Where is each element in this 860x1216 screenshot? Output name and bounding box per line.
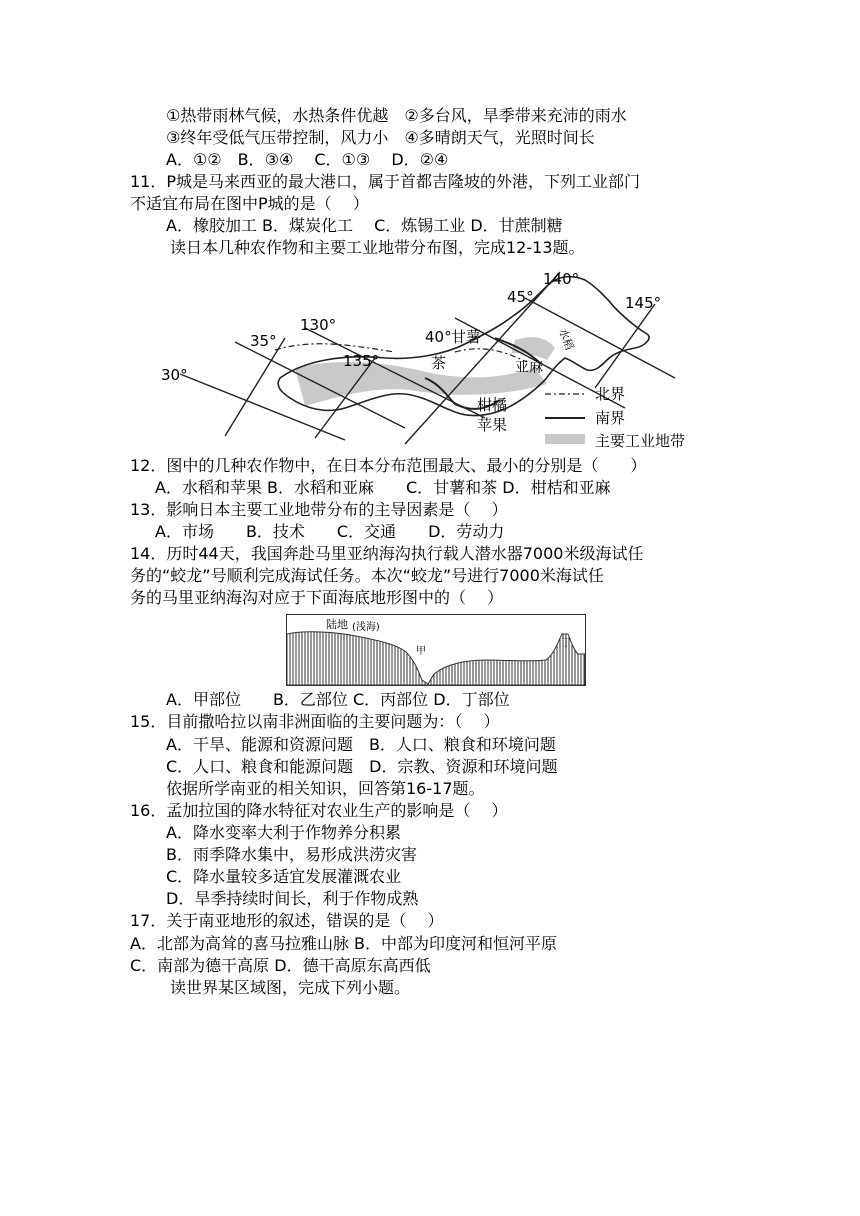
lon-label-135: 135° bbox=[343, 352, 380, 370]
lat-label-40: 40° bbox=[425, 328, 452, 346]
crop-label-apple: 苹果 bbox=[477, 416, 508, 434]
lon-label-130: 130° bbox=[300, 316, 337, 334]
part-label-yi: 乙 bbox=[436, 658, 446, 669]
q15-stem: 15．目前撒哈拉以南非洲面临的主要问题为：（ ） bbox=[130, 712, 500, 731]
land-label: 陆地 bbox=[326, 618, 348, 631]
q15-choices-cd: C．人口、粮食和能源问题 D．宗教、资源和环境问题 bbox=[166, 757, 558, 776]
q14-stem-line1: 14．历时44天，我国奔赴马里亚纳海沟执行载人潜水器7000米级海试任 bbox=[130, 544, 644, 563]
intro-16-17: 依据所学南亚的相关知识，回答第16-17题。 bbox=[166, 779, 485, 798]
legend-industry-label: 主要工业地带 bbox=[595, 432, 686, 450]
q14-choices: A．甲部位 B．乙部位 C．丙部位 D．丁部位 bbox=[166, 690, 510, 709]
shallow-sea-label: (浅海) bbox=[352, 622, 380, 633]
legend-south-label: 南界 bbox=[595, 409, 626, 427]
q16-stem: 16．孟加拉国的降水特征对农业生产的影响是（ ） bbox=[130, 801, 508, 820]
crop-label-rice: 水稻 bbox=[556, 326, 576, 352]
q10-choices: A．①② B．③④ C．①③ D．②④ bbox=[166, 150, 449, 169]
seafloor-profile-diagram bbox=[286, 614, 586, 686]
q16-choice-b: B．雨季降水集中，易形成洪涝灾害 bbox=[166, 845, 417, 864]
intro-next-section: 读世界某区域图，完成下列小题。 bbox=[170, 978, 411, 997]
q16-choice-c: C．降水量较多适宜发展灌溉农业 bbox=[166, 867, 402, 886]
q12-stem: 12．图中的几种农作物中，在日本分布范围最大、最小的分别是（ ） bbox=[130, 456, 647, 475]
q11-choices: A．橡胶加工 B．煤炭化工 C．炼锡工业 D．甘蔗制糖 bbox=[166, 216, 563, 235]
q16-choice-a: A．降水变率大利于作物养分积累 bbox=[166, 823, 401, 842]
q14-stem-line3: 务的马里亚纳海沟对应于下面海底地形图中的（ ） bbox=[130, 588, 504, 607]
q11-stem-line2: 不适宜布局在图中P城的是（ ） bbox=[130, 194, 369, 213]
q12-choices: A．水稻和苹果 B．水稻和亚麻 C．甘薯和茶 D．柑桔和亚麻 bbox=[155, 478, 611, 497]
crop-label-citrus: 柑橘 bbox=[477, 396, 508, 414]
part-label-bing: 丙 bbox=[486, 650, 496, 661]
intro-12-13: 读日本几种农作物和主要工业地带分布图，完成12-13题。 bbox=[170, 238, 585, 257]
legend-north-label: 北界 bbox=[595, 385, 626, 403]
q11-stem-line1: 11．P城是马来西亚的最大港口，属于首都吉隆坡的外港，下列工业部门 bbox=[130, 172, 641, 191]
q10-option-34: ③终年受低气压带控制，风力小 ④多晴朗天气，光照时间长 bbox=[166, 128, 595, 147]
q17-stem: 17．关于南亚地形的叙述，错误的是（ ） bbox=[130, 911, 444, 930]
lat-label-35: 35° bbox=[250, 332, 277, 350]
lat-label-45: 45° bbox=[507, 288, 534, 306]
lon-label-145: 145° bbox=[625, 294, 662, 312]
part-label-ding: 丁 bbox=[561, 638, 571, 649]
crop-label-flax: 亚麻 bbox=[515, 360, 543, 376]
q17-choices-ab: A．北部为高耸的喜马拉雅山脉 B．中部为印度河和恒河平原 bbox=[130, 934, 558, 953]
q14-stem-line2: 务的“蛟龙”号顺利完成海试任务。本次“蛟龙”号进行7000米海试任 bbox=[130, 566, 604, 585]
lon-label-140: 140° bbox=[543, 270, 580, 288]
japan-crop-industry-map bbox=[155, 268, 715, 452]
q15-choices-ab: A．干旱、能源和资源问题 B．人口、粮食和环境问题 bbox=[166, 735, 556, 754]
part-label-jia: 甲 bbox=[416, 646, 426, 657]
crop-label-sweet-potato: 甘薯 bbox=[451, 328, 482, 346]
q13-stem: 13．影响日本主要工业地带分布的主导因素是（ ） bbox=[130, 500, 508, 519]
q13-choices: A．市场 B．技术 C．交通 D．劳动力 bbox=[155, 522, 505, 541]
q17-choices-cd: C．南部为德干高原 D．德干高原东高西低 bbox=[130, 956, 431, 975]
crop-label-tea: 茶 bbox=[431, 354, 447, 372]
lat-label-30: 30° bbox=[161, 366, 188, 384]
q16-choice-d: D．旱季持续时间长，利于作物成熟 bbox=[166, 889, 419, 908]
q10-option-12: ①热带雨林气候，水热条件优越 ②多台风，旱季带来充沛的雨水 bbox=[166, 106, 627, 125]
